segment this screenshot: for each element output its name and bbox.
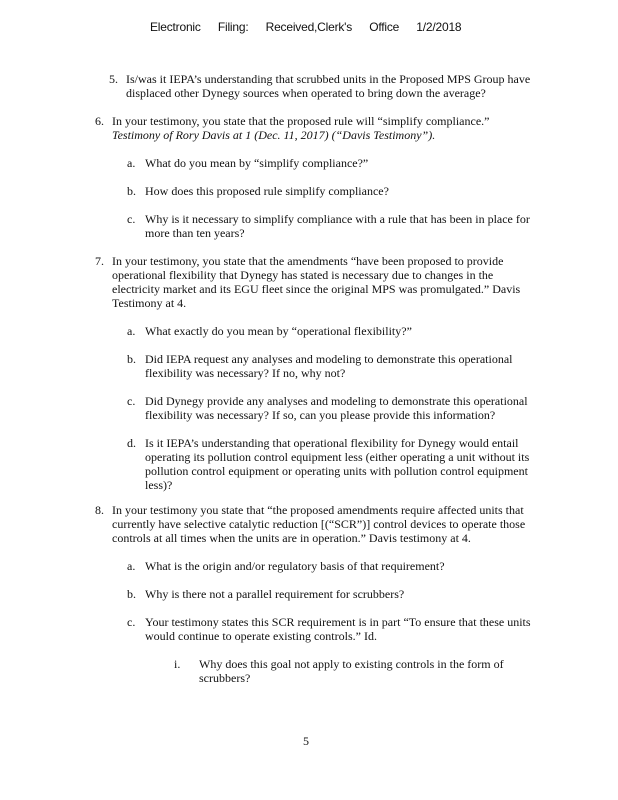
question-5-line-2: displaced other Dynegy sources when operated to bring down the average? [126,86,486,100]
page-number: 5 [303,734,309,748]
question-8a-number: a. [127,559,136,573]
question-7-line-1: In your testimony, you state that the amendments “have been proposed to provide [112,254,504,268]
question-7d-line-4: less)? [145,478,173,492]
question-8b-text [145,587,404,601]
question-8ci-line-2: scrubbers? [199,671,251,685]
question-8ci-line-1: Why does this goal not apply to existing controls in the form of [199,657,504,671]
question-8-line-3: controls at all times when the units are in operation.” Davis testimony at 4. [112,531,471,545]
question-7d-line-1: Is it IEPA’s understanding that operational flexibility for Dynegy would entail [145,436,519,450]
question-6-number: 6. [95,114,104,128]
question-6c-text [145,212,530,240]
header-date: 1/2/2018 [416,20,462,34]
question-6a-text [145,156,368,170]
question-8a-line-1: What is the origin and/or regulatory basis of that requirement? [145,559,445,573]
question-6b-number: b. [127,184,136,198]
question-6-line-1: In your testimony, you state that the proposed rule will “simplify compliance.” [112,114,490,128]
question-8a-text [145,559,445,573]
question-7d-line-3: pollution control equipment or operating units with pollution control equipment [145,464,528,478]
question-8-line-2: currently have selective catalytic reduction [(“SCR”)] control devices to operate those [112,517,526,531]
question-7c-number: c. [127,394,136,408]
question-6-line-2: Testimony of Rory Davis at 1 (Dec. 11, 2017) (“Davis Testimony”). [112,128,436,142]
question-8ci-number: i. [174,657,181,671]
header-received: Received,Clerk's [265,20,353,34]
question-6b-line-1: How does this proposed rule simplify compliance? [145,184,389,198]
question-7a-line-1: What exactly do you mean by “operational flexibility?” [145,324,412,338]
question-5-line-1: Is/was it IEPA’s understanding that scrubbed units in the Proposed MPS Group have [126,72,531,86]
question-7d-number: d. [127,436,136,450]
question-7-line-3: electricity market and its EGU fleet since the original MPS was promulgated.” Davis [112,282,521,296]
question-7c-line-2: flexibility was necessary? If so, can you please provide this information? [145,408,496,422]
question-7-text [112,254,520,310]
question-8-text [112,503,525,545]
question-6-text [112,114,489,142]
question-7d-text [145,436,529,492]
header-filing: Filing: [217,20,249,34]
question-7c-line-1: Did Dynegy provide any analyses and modeling to demonstrate this operational [145,394,528,408]
question-7-line-4: Testimony at 4. [112,296,187,310]
question-7-line-2: operational flexibility that Dynegy has stated is necessary due to changes in the [112,268,494,282]
question-8ci-text [199,657,504,685]
question-7b-line-2: flexibility was necessary? If no, why not? [145,366,346,380]
question-8c-number: c. [127,615,136,629]
question-6c-number: c. [127,212,136,226]
question-8c-text [145,615,531,643]
question-7c-text [145,394,528,422]
question-8c-line-1: Your testimony states this SCR requirement is in part “To ensure that these units [145,615,531,629]
question-8b-line-1: Why is there not a parallel requirement for scrubbers? [145,587,405,601]
header-electronic: Electronic [150,20,201,34]
question-6a-line-1: What do you mean by “simplify compliance?” [145,156,369,170]
question-7-number: 7. [95,254,104,268]
question-7b-number: b. [127,352,136,366]
question-8-line-1: In your testimony you state that “the proposed amendments require affected units that [112,503,524,517]
question-7a-number: a. [127,324,136,338]
question-7b-line-1: Did IEPA request any analyses and modeling to demonstrate this operational [145,352,513,366]
question-7d-line-2: operating its pollution control equipment less (either operating a unit without its [145,450,530,464]
question-5-number: 5. [109,72,118,86]
question-6c-line-1: Why is it necessary to simplify compliance with a rule that has been in place for [145,212,530,226]
header-office: Office [369,20,400,34]
filing-stamp-header [150,20,475,34]
question-7b-text [145,352,512,380]
question-8b-number: b. [127,587,136,601]
question-8c-line-2: would continue to operate existing controls.” Id. [145,629,377,643]
question-6c-line-2: more than ten years? [145,226,245,240]
question-6b-text [145,184,389,198]
question-7a-text [145,324,412,338]
question-6a-number: a. [127,156,136,170]
question-8-number: 8. [95,503,104,517]
question-5-text [126,72,530,100]
